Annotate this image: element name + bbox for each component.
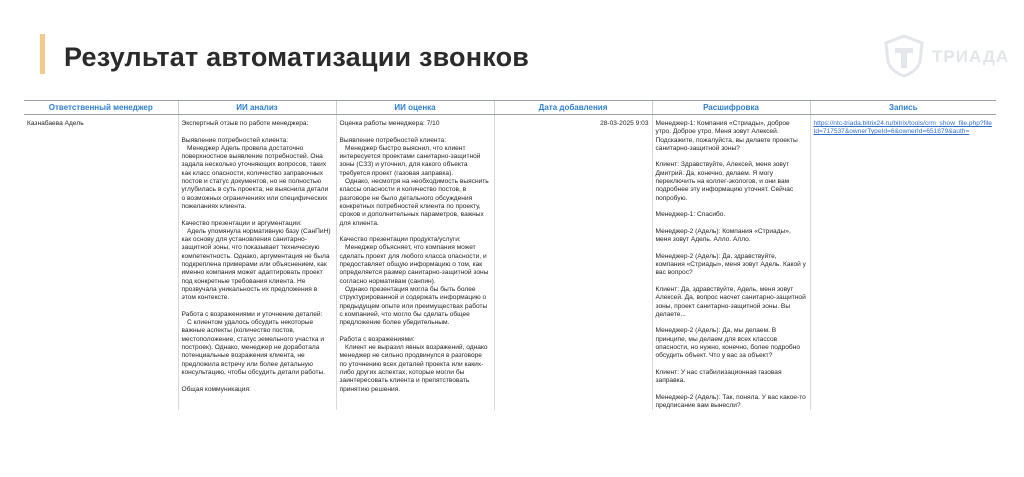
transcript-text: Менеджер-1: Компания «Стриады», доброе утро. Доброе утро. Меня зовут Алексей. Подскажите, пожалуйста, вы делаете проекты санитарно-защитной зоны? Клиент: Здравствуйте, Алексей, меня зовут Дмитрий. Да, конечно, делаем. Я могу переключить на коллег-экологов, и они вам подробнее эту информацию уточнят. Сейчас попробую. Менеджер-1: Спасибо. Менеджер-2 (Адель): Компания «Стриады», меня зовут Адель. Алло. Алло. Менеджер-2 (Адель): Да, здравствуйте, компания «Стриады», меня зовут Адель. Какой у вас вопрос? Клиент: Да, здравствуйте, Адель, меня зовут Алексей. Да, вопрос насчет санитарно-защитной зоны, проект санитарно-защитной зоны. Вы делаете... Менеджер-2 (Адель): Да, мы делаем. В принципе, мы делаем для всех классов опасности, но нужно, конечно, более подробно обсудить объект. Что у вас за объект? Клиент: У нас стабилизационная газовая заправка. Менеджер-2 (Адель): Так, поняла. У вас какое-то предписание вам вынесли? [655,120,806,410]
column-header-manager[interactable]: Ответственный менеджер [24,101,178,115]
table-header-row [24,101,996,115]
column-header-ai-analysis[interactable]: ИИ анализ [178,101,336,115]
cell-recording [810,115,996,411]
column-header-transcript[interactable]: Расшифровка [652,101,810,115]
recording-link[interactable]: https://ntc-triada.bitrix24.ru/bitrix/tools/crm_show_file.php?fileId=717537&ownerTypeId=6&ownerId=651879&auth= [813,120,992,136]
date-added-value: 28-03-2025 9:03 [600,120,649,127]
manager-name: Казнабаева Адель [27,120,84,127]
logo-text: ТРИАДА [932,47,1010,66]
title-accent-bar [40,34,45,74]
table-row [24,115,996,411]
shield-t-icon [882,34,926,78]
ai-analysis-text: Экспертный отзыв по работе менеджера: Выявление потребностей клиента: Менеджер Адель провела достаточно поверхностное выявление потребностей. Она задала несколько уточняющих вопросов, таких как класс опасности, количество заправочных постов и статус документов, но не полностью углубилась в суть проекта, не выяснила детали о возможных ограничениях или специфических пожеланиях клиента. Качество презентации и аргументации: Адель упомянула нормативную базу (СанПиН) как основу для установления санитарно-защитной зоны, что показывает техническую компетентность. Однако, аргументация не была подкреплена примерами или объяснением, как именно компания может адаптировать проект под конкретные требования клиента. Не прозвучала уникальность их предложения в этом контексте. Работа с возражениями и уточнение деталей: С клиентом удалось обсудить некоторые важные аспекты (количество постов, местоположение, статус земельного участка и построек). Однако, менеджер не доработала потенциальные возражения клиента, не предложила встречу или более детальную консультацию, чтобы обсудить детали работы. Общая коммуникация: [181,120,331,393]
page-title: Результат автоматизации звонков [64,42,530,72]
column-header-date-added[interactable]: Дата добавления [494,101,652,115]
cell-ai-score [336,115,494,411]
column-header-recording[interactable]: Запись [810,101,996,115]
cell-transcript [652,115,810,411]
ai-score-text: Оценка работы менеджера: 7/10 Выявление потребностей клиента: Менеджер быстро выяснил, что клиент интересуется проектами санитарно-защитной зоны (СЗЗ) и уточнил, для какого объекта требуется проект (газовая заправка). Однако, несмотря на необходимость выяснить классы опасности и количество постов, в разговоре не было детального обсуждения конкретных потребностей клиента по проекту, сроков и дополнительных параметров, важных для клиента. Качество презентации продукта/услуги: Менеджер объясняет, что компания может сделать проект для любого класса опасности, и предоставляет общую информацию о том, как определяется размер санитарно-защитной зоны согласно нормативам (санпин). Однако презентация могла бы быть более структурированной и содержать информацию о предыдущем опыте или преимуществах работы с компанией, что могло бы сделать общее предложение более убедительным. Работа с возражениями: Клиент не выразил явных возражений, однако менеджер не сильно продвинулся в разговоре по уточнению всех деталей проекта или каких-либо других аспектах, которые могли бы заинтересовать клиента и препятствовать принятию решения. [339,120,489,393]
cell-date-added [494,115,652,411]
logo [880,34,1020,78]
call-results-table [24,100,996,416]
column-header-ai-score[interactable]: ИИ оценка [336,101,494,115]
cell-ai-analysis [178,115,336,411]
cell-manager [24,115,178,411]
